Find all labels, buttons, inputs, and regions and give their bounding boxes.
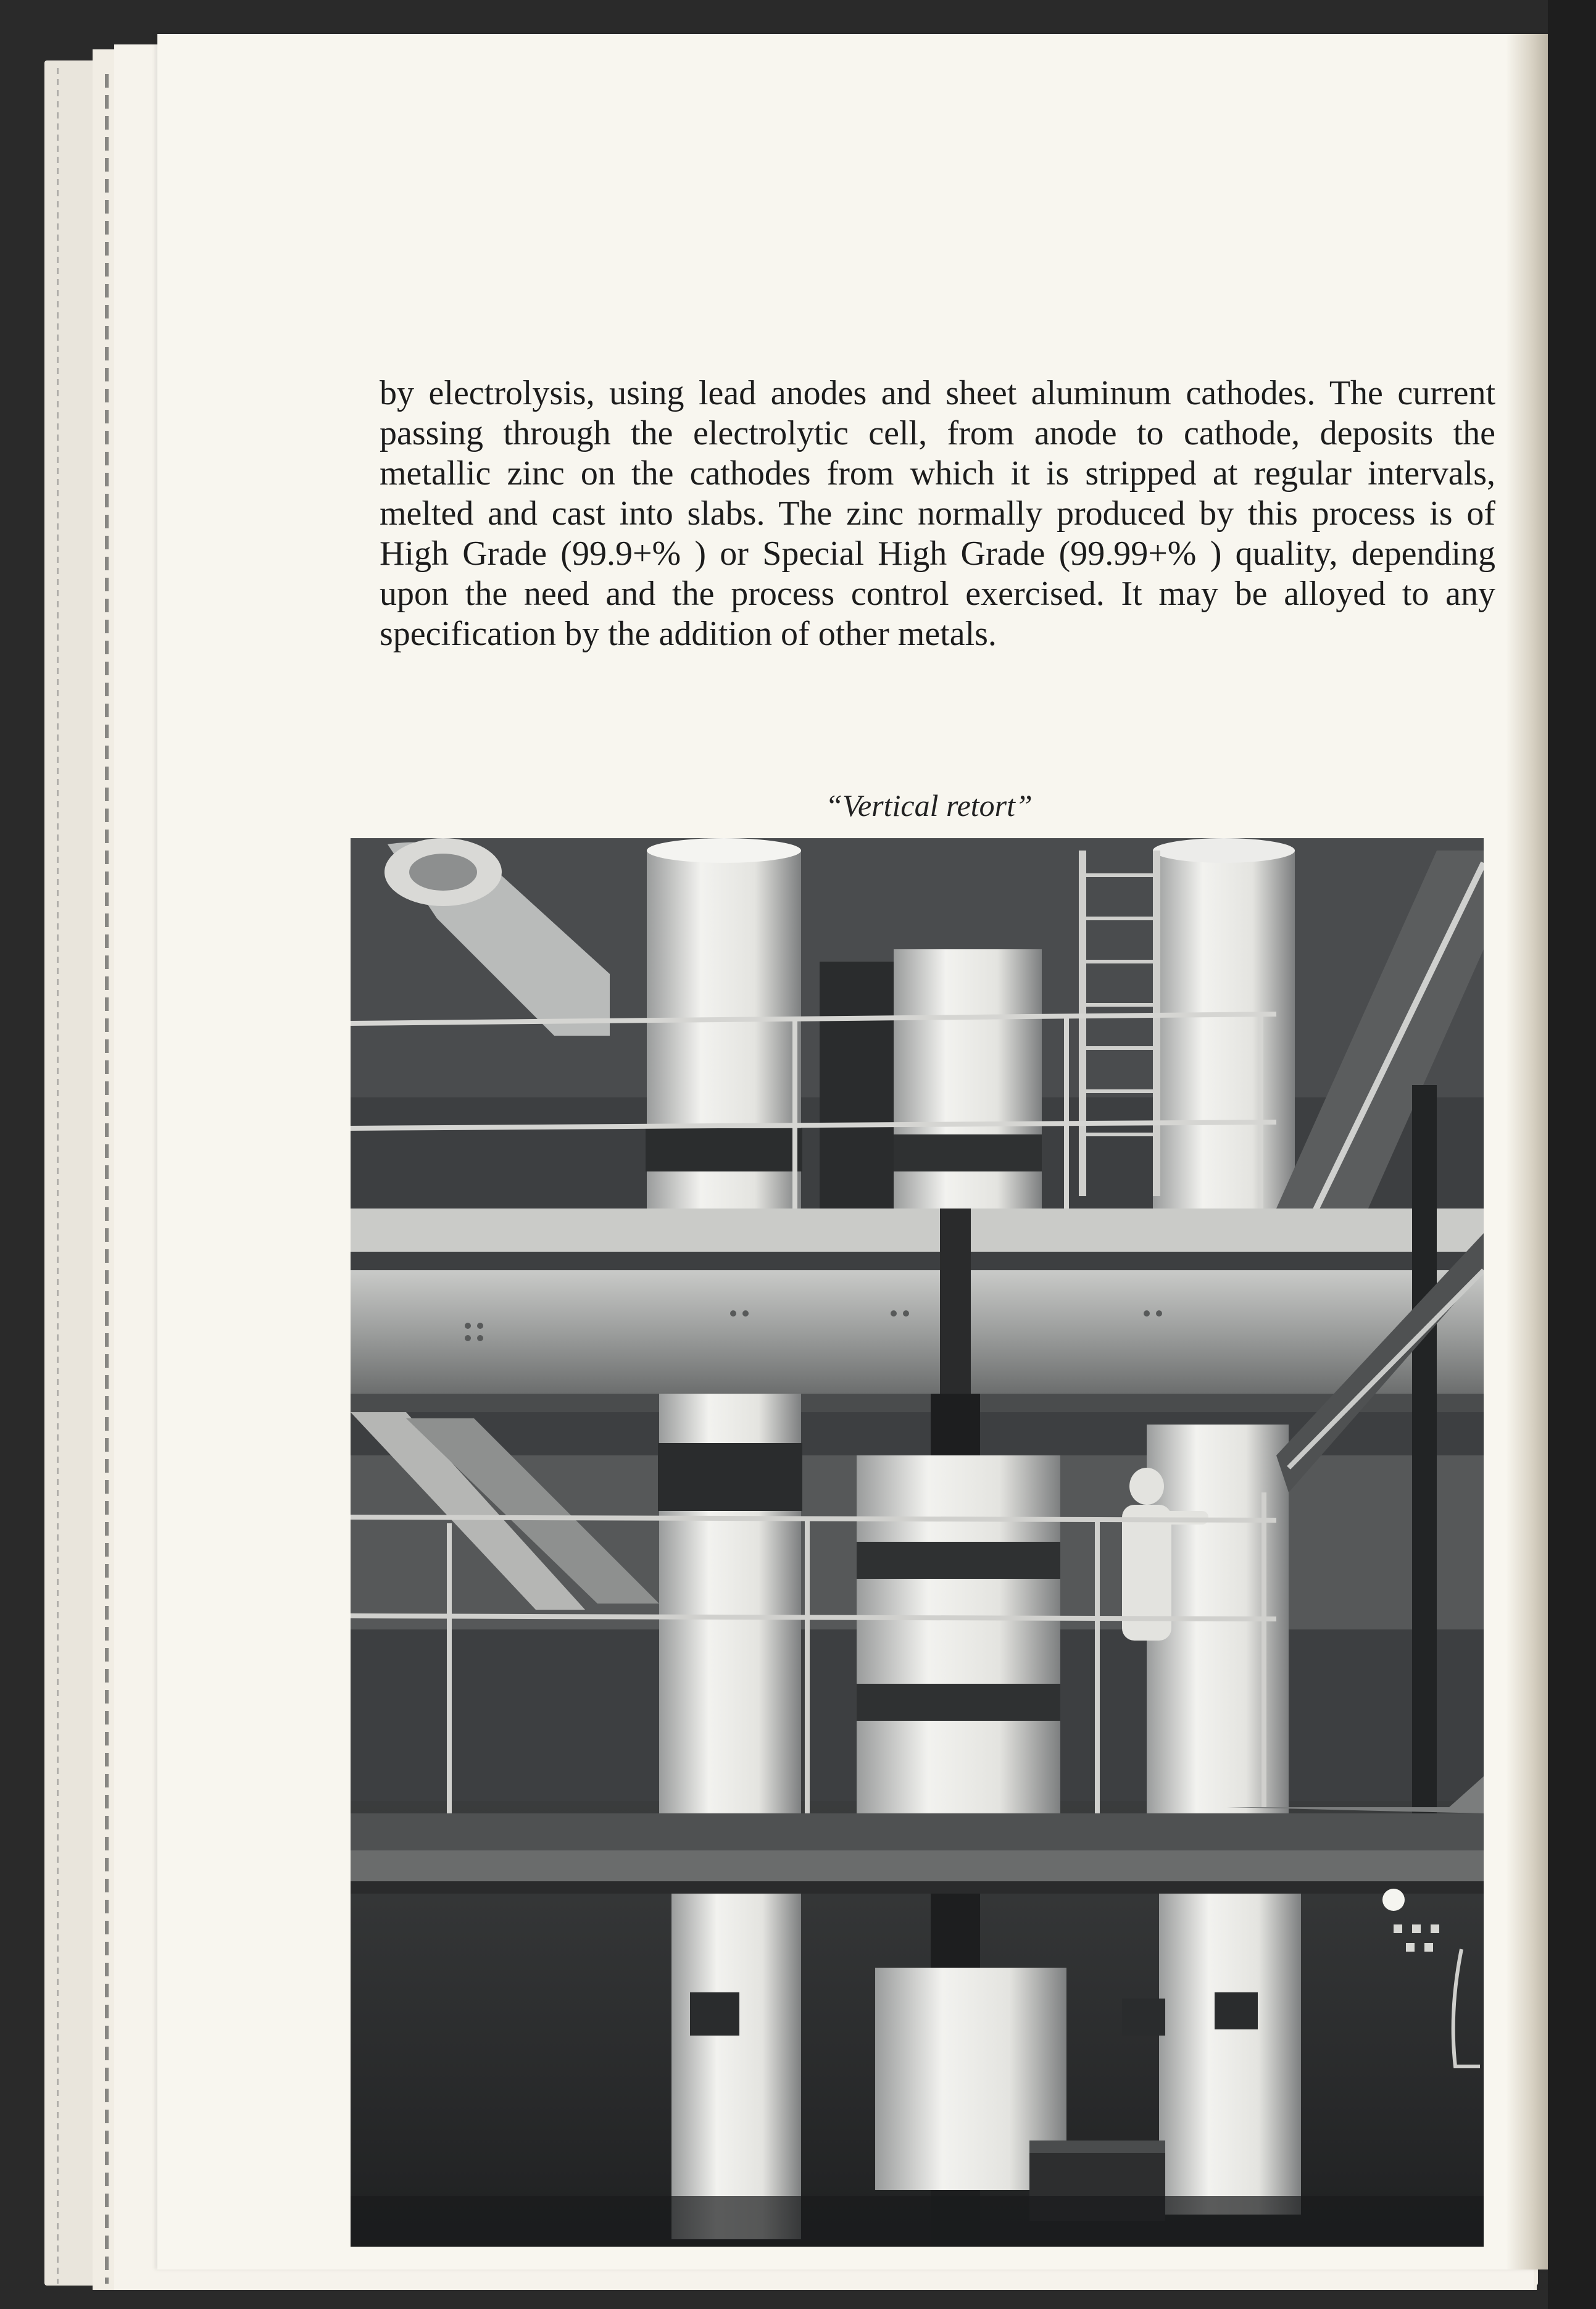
page-stack-binding-edge	[105, 74, 109, 2284]
vertical-retort-illustration	[351, 838, 1484, 2247]
vertical-retort-photo	[351, 838, 1484, 2247]
book-spine	[1548, 0, 1596, 2309]
body-paragraph: by electrolysis, using lead anodes and sheet aluminum cathodes. The current passing through the electrolytic cell, from anode to cathode, deposits the metallic zinc on the cathodes from which it is stripped at regular intervals, melted and cast into slabs. The zinc normally produced by this process is of High Grade (99.9+% ) or Special High Grade (99.99+% ) quality, depending upon the need and the process control exercised. It may be alloyed to any specification by the addition of other metals.	[380, 374, 1495, 653]
page-gutter	[1506, 34, 1549, 2269]
page-stack-edge	[57, 68, 59, 2284]
photo-caption: “Vertical retort”	[825, 788, 1033, 823]
